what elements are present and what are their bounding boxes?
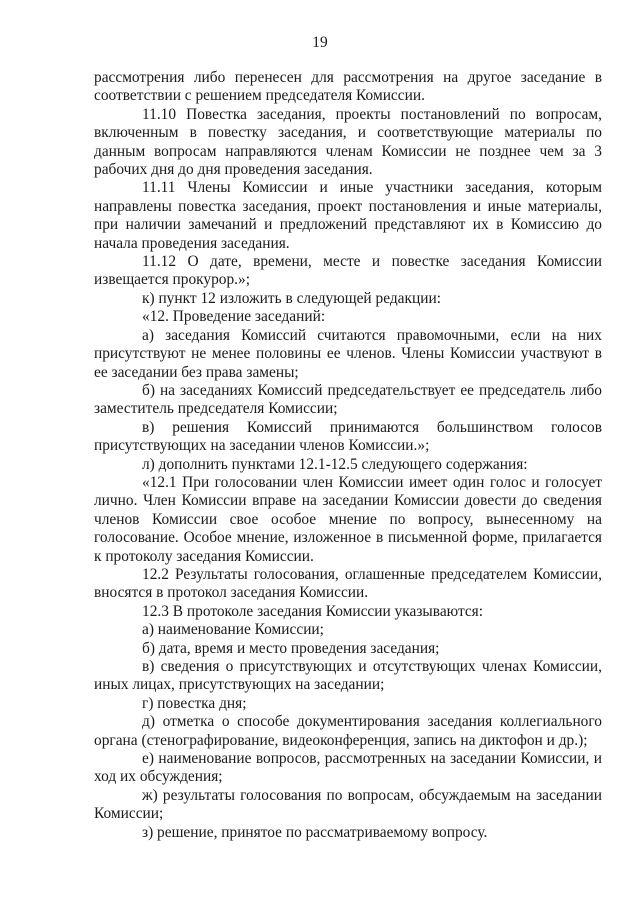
paragraph-12-3-e: е) наименование вопросов, рассмотренных на заседании Комиссии, и ход их обсуждения; [94,750,602,786]
paragraph-12-v: в) решения Комиссий принимаются большинством голосов присутствующих на заседании членов Комиссии.»; [94,418,602,455]
paragraph-12-a: а) заседания Комиссий считаются правомочными, если на них присутствуют не менее половины ее членов. Члены Комиссии участвуют в ее заседании без права замены; [94,326,602,381]
paragraph-k: к) пункт 12 изложить в следующей редакции: [142,289,441,307]
paragraph-12-3-z: з) решение, принятое по рассматриваемому вопросу. [142,823,488,841]
paragraph-continuation: рассмотрения либо перенесен для рассмотрения на другое заседание в соответствии с решением председателя Комиссии. [94,69,602,105]
paragraph-12-3-g: г) повестка дня; [142,694,247,712]
paragraph-12-3-d: д) отметка о способе документирования заседания коллегиального органа (стенографирование, видеоконференция, запись на диктофон и др.); [94,713,602,749]
paragraph-12-b: б) на заседаниях Комиссий председательствует ее председатель либо заместитель председателя Комиссии; [94,381,602,418]
paragraph-12-3: 12.3 В протоколе заседания Комиссии указываются: [142,602,484,620]
paragraph-11-10: 11.10 Повестка заседания, проекты постановлений по вопросам, включенным в повестку заседания, и соответствующие материалы по данным вопросам направляются членам Комиссии не позднее чем за 3 рабочих дня до дня проведения заседания. [94,105,602,179]
paragraph-11-12: 11.12 О дате, времени, месте и повестке заседания Комиссии извещается прокурор.»; [94,253,602,289]
paragraph-12-3-b: б) дата, время и место проведения заседания; [142,639,440,657]
paragraph-l: л) дополнить пунктами 12.1-12.5 следующего содержания: [142,455,528,473]
paragraph-12-1: «12.1 При голосовании член Комиссии имеет один голос и голосует лично. Член Комиссии вправе на заседании Комиссии довести до сведения членов Комиссии свое особое мнение по вопросу, вынесенному на голосование. Особое мнение, изложенное в письменной форме, прилагается к протоколу заседания Комиссии. [94,473,602,565]
paragraph-11-11: 11.11 Члены Комиссии и иные участники заседания, которым направлены повестка заседания, проект постановления и иные материалы, при наличии замечаний и предложений представляют их в Комиссию до начала проведения заседания. [94,179,602,252]
paragraph-12-2: 12.2 Результаты голосования, оглашенные председателем Комиссии, вносятся в протокол заседания Комиссии. [94,565,602,602]
paragraph-12-3-a: а) наименование Комиссии; [142,621,324,639]
page-number: 19 [312,34,328,51]
paragraph-12-3-v: в) сведения о присутствующих и отсутствующих членах Комиссии, иных лицах, присутствующих на заседании; [94,658,602,694]
paragraph-12-heading: «12. Проведение заседаний: [142,308,326,326]
document-body [94,69,602,842]
paragraph-12-3-zh: ж) результаты голосования по вопросам, обсуждаемым на заседании Комиссии; [94,786,602,823]
